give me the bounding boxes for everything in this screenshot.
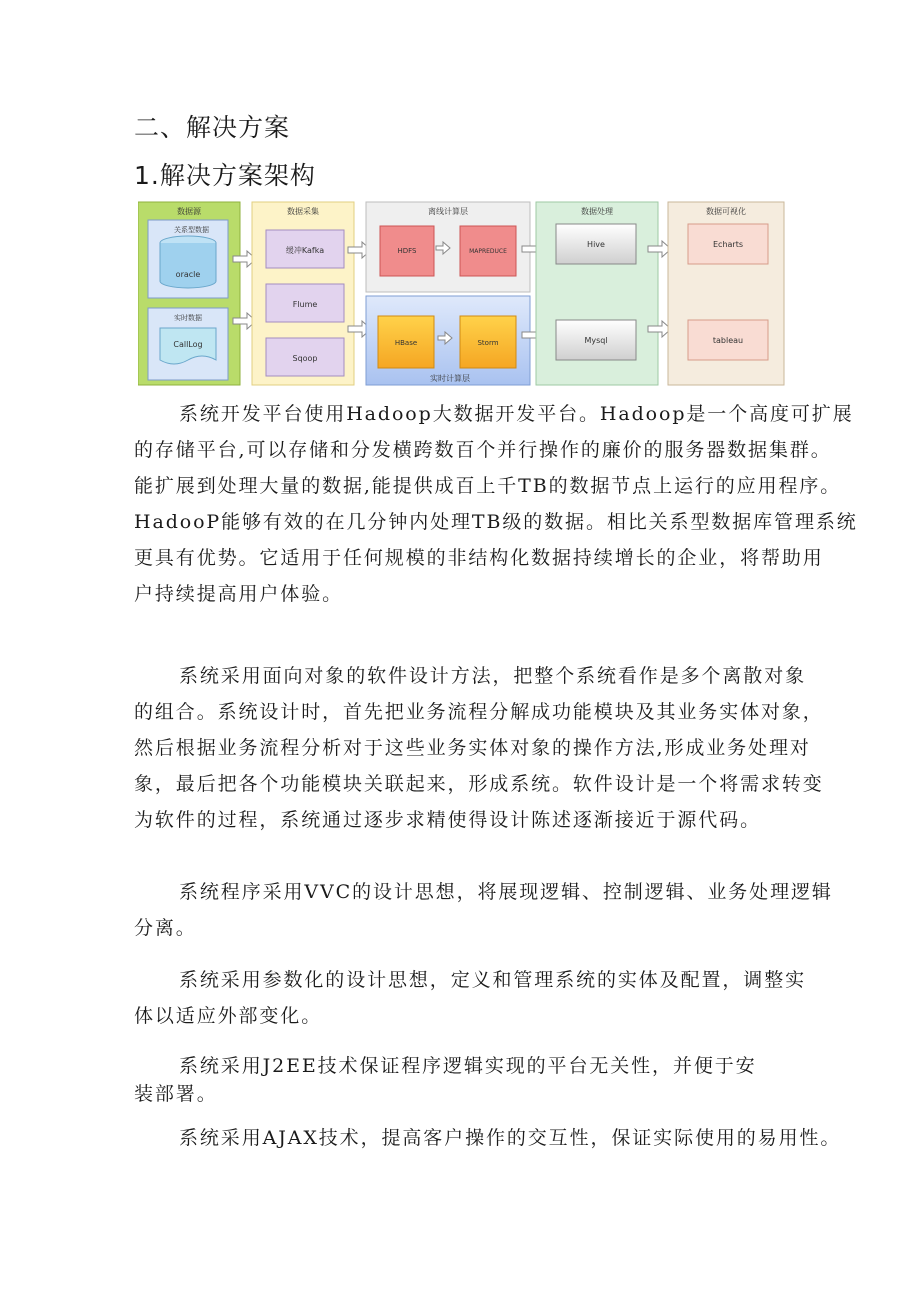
paragraph-line: 系统采用J2EE技术保证程序逻辑实现的平台无关性，并便于安	[179, 1055, 757, 1077]
group-realtime-calc	[366, 296, 530, 385]
oracle-label: oracle	[175, 270, 201, 279]
paragraph-line: 系统采用AJAX技术，提高客户操作的交互性，保证实际使用的易用性。	[179, 1127, 842, 1149]
tableau-label: tableau	[712, 336, 744, 345]
mysql-label: Mysql	[584, 336, 608, 345]
echarts-label: Echarts	[712, 240, 744, 249]
group-label-collect: 数据采集	[287, 207, 319, 216]
paragraph-line: 分离。	[134, 917, 197, 939]
flume-label: Flume	[292, 300, 318, 309]
storm-label: Storm	[477, 339, 499, 347]
group-label-realtime: 实时计算层	[430, 374, 470, 383]
realtime-data-label: 实时数据	[174, 314, 202, 322]
paragraph-line: 更具有优势。它适用于任何规模的非结构化数据持续增长的企业，将帮助用	[134, 547, 824, 569]
group-label-calc: 离线计算层	[428, 207, 468, 216]
group-data-visual	[668, 202, 784, 385]
paragraph-line: 系统采用参数化的设计思想，定义和管理系统的实体及配置，调整实	[179, 969, 807, 991]
group-data-process	[536, 202, 658, 385]
paragraph-ajax	[134, 1120, 842, 1156]
paragraph-line: 系统采用面向对象的软件设计方法，把整个系统看作是多个离散对象	[179, 665, 807, 687]
paragraph-line: 象，最后把各个功能模块关联起来，形成系统。软件设计是一个将需求转变	[134, 773, 824, 795]
paragraph-hadoop	[134, 396, 858, 612]
paragraph-line: 能扩展到处理大量的数据,能提供成百上千TB的数据节点上运行的应用程序。	[134, 475, 842, 497]
paragraph-line: HadooP能够有效的在几分钟内处理TB级的数据。相比关系型数据库管理系统	[134, 511, 858, 533]
group-data-source	[138, 202, 240, 385]
paragraph-line: 系统开发平台使用Hadoop大数据开发平台。Hadoop是一个高度可扩展	[179, 403, 854, 425]
calllog-label: CallLog	[173, 340, 203, 349]
hbase-label: HBase	[394, 339, 418, 347]
paragraph-line: 为软件的过程，系统通过逐步求精使得设计陈述逐渐接近于源代码。	[134, 809, 762, 831]
group-label-visual: 数据可视化	[706, 207, 746, 216]
hdfs-label: HDFS	[397, 247, 417, 255]
paragraph-line: 系统程序采用VVC的设计思想，将展现逻辑、控制逻辑、业务处理逻辑	[179, 881, 833, 903]
group-data-collect	[252, 202, 354, 385]
section-title: 二、解决方案	[134, 113, 291, 142]
architecture-diagram	[138, 200, 786, 388]
subsection-title: 1.解决方案架构	[134, 161, 316, 190]
paragraph-mvc	[134, 874, 833, 946]
kafka-label: 缓冲Kafka	[285, 246, 325, 255]
relational-data-label: 关系型数据	[174, 226, 209, 234]
sqoop-label: Sqoop	[292, 354, 318, 363]
paragraph-line: 体以适应外部变化。	[134, 1005, 323, 1027]
paragraph-line: 的组合。系统设计时，首先把业务流程分解成功能模块及其业务实体对象，	[134, 701, 824, 723]
paragraph-object-oriented	[134, 658, 824, 838]
paragraph-line: 户持续提高用户体验。	[134, 583, 344, 605]
paragraph-line: 装部署。	[134, 1083, 218, 1105]
paragraph-j2ee	[134, 1052, 794, 1108]
group-label-source: 数据源	[177, 207, 201, 216]
paragraph-line: 的存储平台,可以存储和分发横跨数百个并行操作的廉价的服务器数据集群。	[134, 439, 832, 461]
database-icon	[160, 236, 216, 288]
paragraph-line: 然后根据业务流程分析对于这些业务实体对象的操作方法,形成业务处理对	[134, 737, 811, 759]
group-label-process: 数据处理	[581, 207, 613, 216]
paragraph-parameterized	[134, 962, 807, 1034]
group-offline-calc	[366, 202, 530, 292]
mapreduce-label: MAPREDUCE	[469, 248, 507, 255]
hive-label: Hive	[587, 240, 605, 249]
